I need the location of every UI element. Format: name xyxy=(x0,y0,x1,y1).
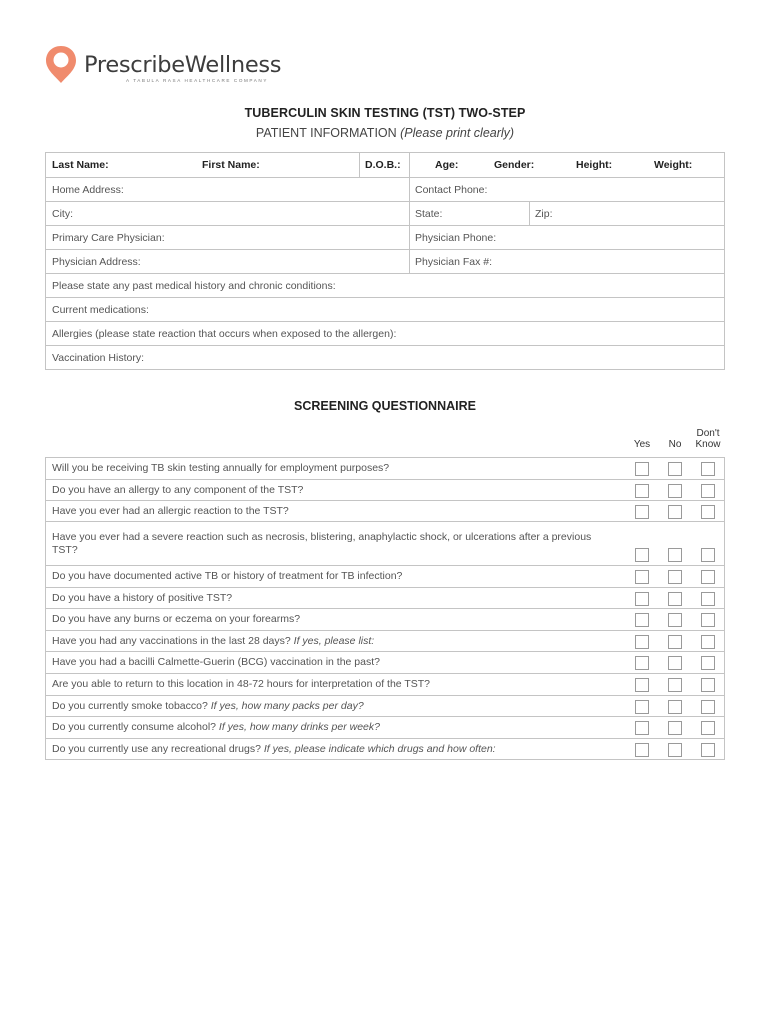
yes-checkbox[interactable] xyxy=(635,656,649,670)
dont-know-checkbox[interactable] xyxy=(701,484,715,498)
question-row xyxy=(46,521,724,565)
question-text xyxy=(52,462,389,475)
dont-know-checkbox[interactable] xyxy=(701,592,715,606)
no-checkbox[interactable] xyxy=(668,505,682,519)
brand-name: PrescribeWellness xyxy=(84,52,282,78)
question-row xyxy=(46,695,724,716)
info-row-physician-address xyxy=(46,249,724,273)
question-row xyxy=(46,608,724,630)
location-pin-icon xyxy=(44,44,78,84)
no-checkbox[interactable] xyxy=(668,656,682,670)
question-row xyxy=(46,630,724,651)
question-label: Do you have a history of positive TST? xyxy=(52,592,233,604)
yes-checkbox[interactable] xyxy=(635,635,649,649)
yes-checkbox[interactable] xyxy=(635,570,649,584)
physician-fax-field[interactable]: Physician Fax #: xyxy=(415,256,493,268)
no-checkbox[interactable] xyxy=(668,635,682,649)
question-label: Have you had any vaccinations in the last 28 days? xyxy=(52,635,294,647)
info-row-address xyxy=(46,177,724,201)
question-label: Do you currently use any recreational drugs? xyxy=(52,743,264,755)
question-note: If yes, please indicate which drugs and how often: xyxy=(263,743,496,755)
dob-field[interactable]: D.O.B.: xyxy=(365,159,401,171)
first-name-field[interactable]: First Name: xyxy=(202,159,260,171)
yes-checkbox[interactable] xyxy=(635,613,649,627)
info-row-physician xyxy=(46,225,724,249)
question-label: Do you have any burns or eczema on your forearms? xyxy=(52,613,301,625)
dont-know-checkbox[interactable] xyxy=(701,462,715,476)
question-row xyxy=(46,673,724,695)
contact-phone-field[interactable]: Contact Phone: xyxy=(415,184,488,196)
last-name-field[interactable]: Last Name: xyxy=(52,159,109,171)
column-no-header: No xyxy=(668,439,682,450)
patient-info-heading xyxy=(0,126,770,140)
no-checkbox[interactable] xyxy=(668,721,682,735)
info-row-medications xyxy=(46,297,724,321)
question-text xyxy=(52,700,364,713)
dont-know-checkbox[interactable] xyxy=(701,635,715,649)
question-row xyxy=(46,738,724,759)
question-label: Do you currently smoke tobacco? xyxy=(52,700,211,712)
no-checkbox[interactable] xyxy=(668,462,682,476)
question-label: Do you have an allergy to any component of the TST? xyxy=(52,484,304,496)
question-text xyxy=(52,678,430,691)
column-dont-label: Don't xyxy=(696,428,720,439)
question-text xyxy=(52,484,303,497)
current-medications-field[interactable]: Current medications: xyxy=(52,304,149,316)
info-row-demographics xyxy=(46,153,724,177)
yes-checkbox[interactable] xyxy=(635,505,649,519)
vaccination-history-field[interactable]: Vaccination History: xyxy=(52,352,145,364)
dont-know-checkbox[interactable] xyxy=(701,548,715,562)
question-row xyxy=(46,565,724,587)
question-label: Have you ever had an allergic reaction to the TST? xyxy=(52,505,289,517)
no-checkbox[interactable] xyxy=(668,613,682,627)
dont-know-checkbox[interactable] xyxy=(701,700,715,714)
question-label: Do you have documented active TB or history of treatment for TB infection? xyxy=(52,570,403,582)
dont-know-checkbox[interactable] xyxy=(701,743,715,757)
question-text xyxy=(52,721,380,734)
no-checkbox[interactable] xyxy=(668,700,682,714)
question-text xyxy=(52,531,612,557)
question-note: If yes, please list: xyxy=(293,635,375,647)
physician-phone-field[interactable]: Physician Phone: xyxy=(415,232,497,244)
no-checkbox[interactable] xyxy=(668,484,682,498)
info-row-vaccinations xyxy=(46,345,724,369)
question-text xyxy=(52,743,496,756)
question-row xyxy=(46,479,724,500)
question-label: Have you had a bacilli Calmette-Guerin (BCG) vaccination in the past? xyxy=(52,656,380,668)
question-note: If yes, how many drinks per week? xyxy=(218,721,380,733)
column-dont-know-header xyxy=(691,428,725,450)
state-field[interactable]: State: xyxy=(415,208,443,220)
question-label: Are you able to return to this location in 48-72 hours for interpretation of the TST? xyxy=(52,678,431,690)
medical-history-field[interactable]: Please state any past medical history and chronic conditions: xyxy=(52,280,336,292)
question-label: Have you ever had a severe reaction such as necrosis, blistering, anaphylactic shock, or ulcerations after a previous TST? xyxy=(52,531,592,556)
no-checkbox[interactable] xyxy=(668,678,682,692)
home-address-field[interactable]: Home Address: xyxy=(52,184,124,196)
yes-checkbox[interactable] xyxy=(635,743,649,757)
document-title: TUBERCULIN SKIN TESTING (TST) TWO-STEP xyxy=(244,106,526,120)
column-know-label: Know xyxy=(695,439,721,450)
brand-tagline: A TABULA RASA HEALTHCARE COMPANY xyxy=(126,78,268,83)
info-row-history xyxy=(46,273,724,297)
weight-field[interactable]: Weight: xyxy=(654,159,693,171)
question-text xyxy=(52,505,289,518)
yes-checkbox[interactable] xyxy=(635,700,649,714)
allergies-field[interactable]: Allergies (please state reaction that occurs when exposed to the allergen): xyxy=(52,328,397,340)
question-row xyxy=(46,651,724,673)
info-row-allergies xyxy=(46,321,724,345)
age-field[interactable]: Age: xyxy=(435,159,459,171)
question-row xyxy=(46,587,724,608)
divider xyxy=(409,153,410,177)
gender-field[interactable]: Gender: xyxy=(494,159,535,171)
question-note: If yes, how many packs per day? xyxy=(210,700,364,712)
question-row xyxy=(46,500,724,521)
dont-know-checkbox[interactable] xyxy=(701,678,715,692)
column-yes-header: Yes xyxy=(633,439,651,450)
questionnaire-table xyxy=(45,457,725,760)
brand-logo xyxy=(44,44,284,90)
question-label: Will you be receiving TB skin testing annually for employment purposes? xyxy=(52,462,390,474)
print-clearly-note: (Please print clearly) xyxy=(400,126,515,140)
question-row xyxy=(46,716,724,738)
yes-checkbox[interactable] xyxy=(635,721,649,735)
yes-checkbox[interactable] xyxy=(635,462,649,476)
no-checkbox[interactable] xyxy=(668,592,682,606)
dont-know-checkbox[interactable] xyxy=(701,656,715,670)
question-text xyxy=(52,592,232,605)
no-checkbox[interactable] xyxy=(668,548,682,562)
physician-address-field[interactable]: Physician Address: xyxy=(52,256,141,268)
question-text xyxy=(52,635,374,648)
dont-know-checkbox[interactable] xyxy=(701,505,715,519)
question-text xyxy=(52,570,402,583)
dont-know-checkbox[interactable] xyxy=(701,570,715,584)
height-field[interactable]: Height: xyxy=(576,159,613,171)
dont-know-checkbox[interactable] xyxy=(701,721,715,735)
no-checkbox[interactable] xyxy=(668,743,682,757)
zip-field[interactable]: Zip: xyxy=(535,208,553,220)
question-text xyxy=(52,613,300,626)
dont-know-checkbox[interactable] xyxy=(701,613,715,627)
yes-checkbox[interactable] xyxy=(635,678,649,692)
yes-checkbox[interactable] xyxy=(635,548,649,562)
yes-checkbox[interactable] xyxy=(635,484,649,498)
question-label: Do you currently consume alcohol? xyxy=(52,721,219,733)
info-row-city xyxy=(46,201,724,225)
no-checkbox[interactable] xyxy=(668,570,682,584)
patient-info-label: PATIENT INFORMATION xyxy=(255,126,401,140)
question-row xyxy=(46,458,724,479)
question-text xyxy=(52,656,380,669)
primary-care-physician-field[interactable]: Primary Care Physician: xyxy=(52,232,165,244)
yes-checkbox[interactable] xyxy=(635,592,649,606)
city-field[interactable]: City: xyxy=(52,208,73,220)
patient-info-table xyxy=(45,152,725,370)
questionnaire-title: SCREENING QUESTIONNAIRE xyxy=(294,399,476,413)
